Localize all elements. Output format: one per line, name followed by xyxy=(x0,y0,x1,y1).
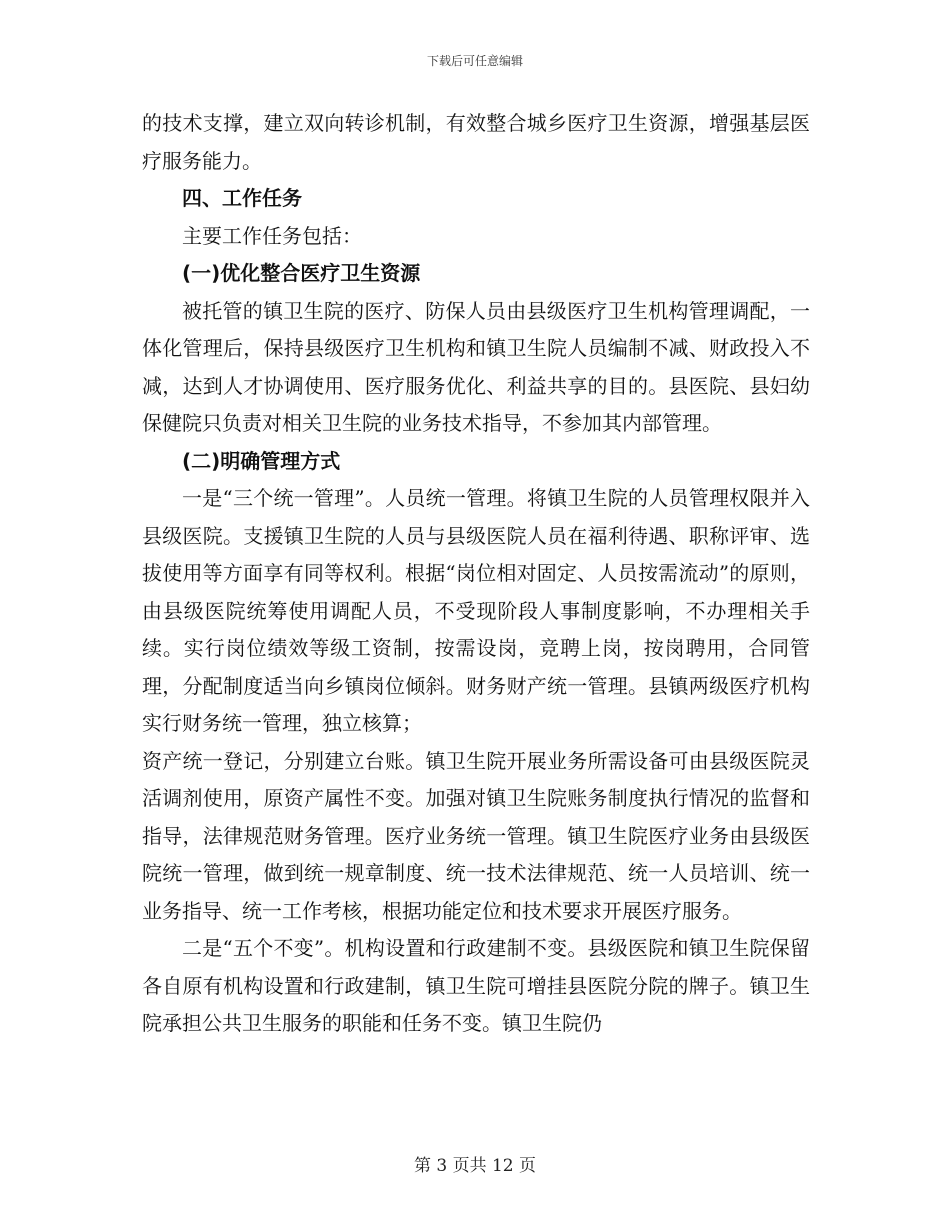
paragraph-intro: 主要工作任务包括： xyxy=(182,223,362,248)
subsection-heading-2: (二)明确管理方式 xyxy=(182,448,341,473)
paragraph-three-unified-cont: 资产统一登记，分别建立台账。镇卫生院开展业务所需设备可由县级医院灵活调剂使用，原资产属性不变。加强对镇卫生院账务制度执行情况的监督和指导，法律规范财务管理。医疗业务统一管理。镇卫生院医疗业务由县级医院统一管理，做到统一规章制度、统一技术法律规范、统一人员培训、统一业务指导、统一工作考核，根据功能定位和技术要求开展医疗服务。 xyxy=(142,748,810,923)
paragraph-three-unified: 一是“三个统一管理”。人员统一管理。将镇卫生院的人员管理权限并入县级医院。支援镇卫生院的人员与县级医院人员在福利待遇、职称评审、选拔使用等方面享有同等权利。根据“岗位相对固定、人员按需流动”的原则，由县级医院统筹使用调配人员，不受现阶段人事制度影响，不办理相关手续。实行岗位绩效等级工资制，按需设岗，竞聘上岗，按岗聘用，合同管理，分配制度适当向乡镇岗位倾斜。财务财产统一管理。县镇两级医疗机构实行财务统一管理，独立核算； xyxy=(142,486,810,735)
page-header: 下载后可任意编辑 xyxy=(426,54,523,68)
paragraph-resources: 被托管的镇卫生院的医疗、防保人员由县级医疗卫生机构管理调配，一体化管理后，保持县级医疗卫生机构和镇卫生院人员编制不减、财政投入不减，达到人才协调使用、医疗服务优化、利益共享的目的。县医院、县妇幼保健院只负责对相关卫生院的业务技术指导，不参加其内部管理。 xyxy=(142,298,810,435)
paragraph-continued: 的技术支撑，建立双向转诊机制，有效整合城乡医疗卫生资源，增强基层医疗服务能力。 xyxy=(142,111,810,173)
page-footer: 第 3 页共 12 页 xyxy=(413,1156,537,1176)
paragraph-five-unchanged: 二是“五个不变”。机构设置和行政建制不变。县级医院和镇卫生院保留各自原有机构设置和行政建制，镇卫生院可增挂县医院分院的牌子。镇卫生院承担公共卫生服务的职能和任务不变。镇卫生院仍 xyxy=(142,936,810,1035)
subsection-heading-1: (一)优化整合医疗卫生资源 xyxy=(182,261,421,285)
document-body xyxy=(142,105,810,1043)
section-heading-tasks: 四、工作任务 xyxy=(182,186,302,210)
